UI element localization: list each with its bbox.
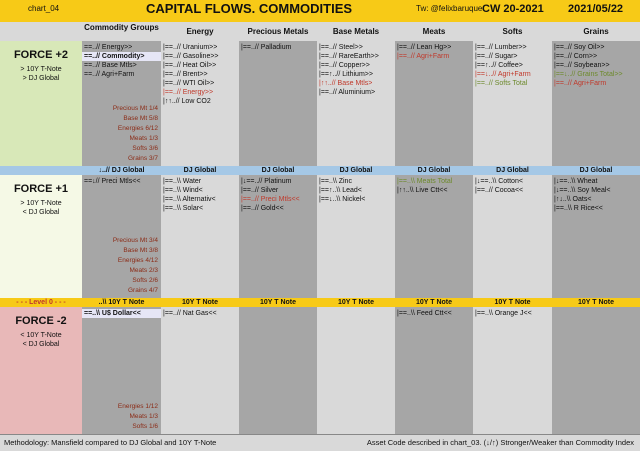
colhead-blank bbox=[0, 22, 82, 41]
asset-item: |↓==..\\ Cotton< bbox=[475, 178, 523, 185]
asset-item: |==..// Steel>> bbox=[319, 44, 363, 51]
asset-item: |==..// RareEarth>> bbox=[319, 53, 379, 60]
group-count: Meats 1/3 bbox=[129, 413, 158, 420]
separator-tnote-meats: 10Y T Note bbox=[395, 298, 473, 307]
group-count: Base Mt 3/8 bbox=[123, 247, 158, 254]
asset-item: |==..// WTI Oil>> bbox=[163, 80, 215, 87]
group-count: Softs 1/6 bbox=[132, 423, 158, 430]
separator-dj-blank bbox=[0, 166, 82, 175]
calendar-week: CW 20-2021 bbox=[482, 3, 544, 15]
asset-item: |==..// Agri+Farm bbox=[397, 53, 450, 60]
asset-item: |↓==..\\ Wheat bbox=[554, 178, 598, 185]
section-1-col-meats bbox=[395, 175, 473, 298]
asset-item: |==..\\ Orange J<< bbox=[475, 310, 532, 317]
header-bar bbox=[0, 0, 640, 23]
asset-item: |↑↓..\\ Oats< bbox=[554, 196, 592, 203]
section-0-col-meats bbox=[395, 41, 473, 166]
footer-legend: Asset Code described in chart_03. (↓/↑) Stronger/Weaker than Commodity Index bbox=[366, 438, 634, 447]
section-2-col-energy bbox=[161, 307, 239, 434]
force-minus2-panel bbox=[0, 307, 82, 434]
asset-item: |↓==..// Platinum bbox=[241, 178, 292, 185]
asset-item: |↓==..\\ Soy Meal< bbox=[554, 187, 611, 194]
separator-tnote-precious: 10Y T Note bbox=[239, 298, 317, 307]
asset-item: |==..// Palladium bbox=[241, 44, 292, 51]
asset-item: |==..// Softs Total bbox=[475, 80, 528, 87]
force-minus2-sub-2: < DJ Global bbox=[22, 341, 60, 348]
asset-item: |==↑..// Coffee> bbox=[475, 62, 523, 69]
force-minus2-title: FORCE -2 bbox=[15, 315, 67, 327]
group-count: Softs 2/6 bbox=[132, 277, 158, 284]
asset-item: ==..\\ U$ Dollar<< bbox=[82, 309, 161, 318]
separator-dj-first: ↓..// DJ Global bbox=[82, 166, 161, 175]
group-counts bbox=[118, 402, 158, 432]
group-count: Softs 3/6 bbox=[132, 145, 158, 152]
asset-item: |==..// Lumber>> bbox=[475, 44, 527, 51]
force-plus2-title: FORCE +2 bbox=[13, 49, 69, 61]
asset-item: |==..// Agri+Farm bbox=[554, 80, 607, 87]
asset-item: |==..\\ Solar< bbox=[163, 205, 204, 212]
group-count: Energies 4/12 bbox=[117, 257, 158, 264]
section-1-col-base bbox=[317, 175, 395, 298]
section-1-col-groups bbox=[82, 175, 161, 298]
asset-item: |==↓..// Grains Total>> bbox=[554, 71, 623, 78]
separator-dj-softs: DJ Global bbox=[473, 166, 552, 175]
section-2-col-meats bbox=[395, 307, 473, 434]
group-count: Energies 6/12 bbox=[117, 125, 158, 132]
colhead-softs: Softs bbox=[473, 22, 552, 41]
force-plus2-sub-1: > 10Y T-Note bbox=[20, 66, 62, 73]
asset-item: ==..// Base Mtls> bbox=[84, 62, 137, 69]
group-count: Precious Mt 1/4 bbox=[112, 105, 158, 112]
asset-item: |==..// Lean Hg>> bbox=[397, 44, 452, 51]
asset-item: |==↓..\\ Nickel< bbox=[319, 196, 366, 203]
asset-item: |==..// Sugar> bbox=[475, 53, 518, 60]
twitter-handle: Tw: @felixbaruque bbox=[416, 4, 483, 13]
group-count: Grains 4/7 bbox=[128, 287, 158, 294]
asset-item: ==↓// Preci Mtls<< bbox=[84, 178, 141, 185]
force-plus1-title: FORCE +1 bbox=[13, 183, 69, 195]
asset-item: ==..// Agri+Farm bbox=[84, 71, 135, 78]
asset-item: |==↓..// Agri+Farm bbox=[475, 71, 531, 78]
section-1-col-precious bbox=[239, 175, 317, 298]
section-1-col-softs bbox=[473, 175, 552, 298]
colhead-meats: Meats bbox=[395, 22, 473, 41]
section-0-col-grains bbox=[552, 41, 640, 166]
separator-dj-meats: DJ Global bbox=[395, 166, 473, 175]
asset-item: |↑↑..// Base Mtls> bbox=[319, 80, 373, 87]
footer-methodology: Methodology: Mansfield compared to DJ Global and 10Y T-Note bbox=[4, 438, 217, 447]
colhead-grains: Grains bbox=[552, 22, 640, 41]
asset-item: |==..// Copper>> bbox=[319, 62, 370, 69]
asset-item: |==..// Gold<< bbox=[241, 205, 284, 212]
separator-tnote-first: ..\\ 10Y T Note bbox=[82, 298, 161, 307]
asset-item: |==..\\ Feed Ctt<< bbox=[397, 310, 452, 317]
separator-dj-precious: DJ Global bbox=[239, 166, 317, 175]
section-1-col-energy bbox=[161, 175, 239, 298]
asset-item: |==..// Gasoline>> bbox=[163, 53, 219, 60]
section-2-col-groups bbox=[82, 307, 161, 434]
page-title: CAPITAL FLOWS. COMMODITIES bbox=[146, 1, 353, 16]
asset-item: |==..\\ Zinc bbox=[319, 178, 352, 185]
separator-dj-energy: DJ Global bbox=[161, 166, 239, 175]
group-count: Base Mt 5/8 bbox=[123, 115, 158, 122]
section-0-col-base bbox=[317, 41, 395, 166]
force-minus2-sub-1: < 10Y T-Note bbox=[20, 332, 62, 339]
footer bbox=[0, 434, 640, 451]
section-2-col-base bbox=[317, 307, 395, 434]
separator-tnote-softs: 10Y T Note bbox=[473, 298, 552, 307]
asset-item: |==..// Nat Gas<< bbox=[163, 310, 217, 317]
group-count: Grains 3/7 bbox=[128, 155, 158, 162]
asset-item: ==..// Commodity> bbox=[82, 52, 161, 61]
separator-level0: - - - Level 0 - - - bbox=[0, 298, 82, 307]
colhead-energy: Energy bbox=[161, 22, 239, 41]
asset-item: |==..// Soy Oil>> bbox=[554, 44, 605, 51]
force-plus2-panel bbox=[0, 41, 82, 166]
asset-item: |==..// Brent>> bbox=[163, 71, 208, 78]
asset-item: |==..// Energy>> bbox=[163, 89, 214, 96]
force-plus1-sub-2: < DJ Global bbox=[22, 209, 60, 216]
separator-tnote-grains: 10Y T Note bbox=[552, 298, 640, 307]
group-count: Precious Mt 3/4 bbox=[112, 237, 158, 244]
asset-item: |==..// Preci Mtls<< bbox=[241, 196, 300, 203]
colhead-commodity-groups: Commodity Groups bbox=[82, 22, 161, 41]
asset-item: |==..\\ R Rice<< bbox=[554, 205, 603, 212]
asset-item: |==..\\ Alternativ< bbox=[163, 196, 216, 203]
group-count: Meats 1/3 bbox=[129, 135, 158, 142]
asset-item: |==..\\ Meats Total bbox=[397, 178, 453, 185]
separator-tnote-base: 10Y T Note bbox=[317, 298, 395, 307]
force-plus1-panel bbox=[0, 175, 82, 298]
separator-dj-base: DJ Global bbox=[317, 166, 395, 175]
asset-item: |==..\\ Water bbox=[163, 178, 202, 185]
group-count: Meats 2/3 bbox=[129, 267, 158, 274]
section-0-col-softs bbox=[473, 41, 552, 166]
section-0-col-groups bbox=[82, 41, 161, 166]
asset-item: |==..\\ Wind< bbox=[163, 187, 203, 194]
group-counts bbox=[113, 104, 158, 164]
asset-item: |==..// Silver bbox=[241, 187, 279, 194]
report-date: 2021/05/22 bbox=[568, 3, 624, 15]
colhead-precious-metals: Precious Metals bbox=[239, 22, 317, 41]
force-plus1-sub-1: > 10Y T-Note bbox=[20, 200, 62, 207]
asset-item: |==..// Soybean>> bbox=[554, 62, 610, 69]
asset-item: |==..// Uranium>> bbox=[163, 44, 218, 51]
asset-item: |==..// Aluminium> bbox=[319, 89, 376, 96]
asset-item: |↑↑..// Low CO2 bbox=[163, 98, 211, 105]
asset-item: |↑↑..\\ Live Ctt<< bbox=[397, 187, 448, 194]
colhead-base-metals: Base Metals bbox=[317, 22, 395, 41]
asset-item: |==↑..\\ Lead< bbox=[319, 187, 362, 194]
asset-item: ==..// Energy>> bbox=[84, 44, 133, 51]
section-2-col-precious bbox=[239, 307, 317, 434]
force-plus2-sub-2: > DJ Global bbox=[22, 75, 60, 82]
group-counts bbox=[113, 236, 158, 296]
group-count: Energies 1/12 bbox=[117, 403, 158, 410]
section-0-col-energy bbox=[161, 41, 239, 166]
asset-item: |==↑..// Lithium>> bbox=[319, 71, 373, 78]
chart-label: chart_04 bbox=[28, 4, 60, 13]
asset-item: |==..// Cocoa<< bbox=[475, 187, 524, 194]
separator-dj-grains: DJ Global bbox=[552, 166, 640, 175]
section-2-col-grains bbox=[552, 307, 640, 434]
section-0-col-precious bbox=[239, 41, 317, 166]
separator-tnote-energy: 10Y T Note bbox=[161, 298, 239, 307]
asset-item: |==..// Heat Oil>> bbox=[163, 62, 217, 69]
asset-item: |==..// Corn>> bbox=[554, 53, 598, 60]
section-1-col-grains bbox=[552, 175, 640, 298]
section-2-col-softs bbox=[473, 307, 552, 434]
